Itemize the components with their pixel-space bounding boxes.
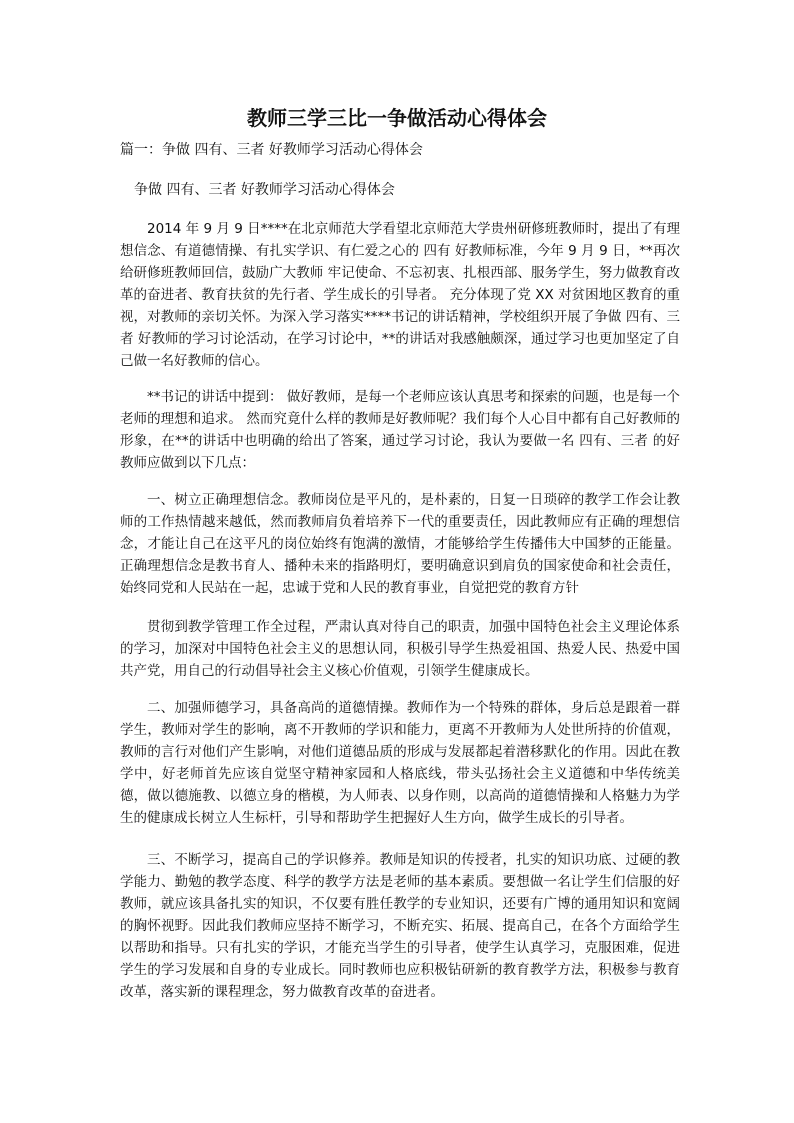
- paragraph-point-two: 二、加强师德学习，具备高尚的道德情操。教师作为一个特殊的群体，身后总是跟着一群学生，教师对学生的影响，离不开教师的学识和能力，更离不开教师为人处世所持的价值观，教师的言行对他们产生影响，对他们道德品质的形成与发展都起着潜移默化的作用。因此在教学中，好老师首先应该自觉坚守精神家园和人格底线，带头弘扬社会主义道德和中华传统美德，做以德施教、以德立身的楷模，为人师表、以身作则，以高尚的道德情操和人格魅力为学生的健康成长树立人生标杆，引导和帮助学生把握好人生方向，做学生成长的引导者。: [120, 700, 680, 826]
- paragraph-point-three: 三、不断学习，提高自己的学识修养。教师是知识的传授者，扎实的知识功底、过硬的教学能力、勤勉的教学态度、科学的教学方法是老师的基本素质。要想做一名让学生们信服的好教师，就应该具备扎实的知识，不仅要有胜任教学的专业知识，还要有广博的通用知识和宽阔的胸怀视野。因此我们教师应坚持不断学习，不断充实、拓展、提高自己，在各个方面给学生以帮助和指导。只有扎实的学识，才能充当学生的引导者，使学生认真学习，克服困难，促进学生的学习发展和自身的专业成长。同时教师也应积极钻研新的教育教学方法，积极参与教育改革，落实新的课程理念，努力做教育改革的奋进者。: [120, 852, 680, 1000]
- paragraph-point-one: 一、树立正确理想信念。教师岗位是平凡的，是朴素的，日复一日琐碎的教学工作会让教师的工作热情越来越低，然而教师肩负着培养下一代的重要责任，因此教师应有正确的理想信念，才能让自己在这平凡的岗位始终有饱满的激情，才能够给学生传播伟大中国梦的正能量。正确理想信念是教书育人、播种未来的指路明灯，要明确意识到肩负的国家使命和社会责任，始终同党和人民站在一起，忠诚于党和人民的教育事业，自觉把党的教育方针: [120, 492, 680, 596]
- paragraph-intro: 2014 年 9 月 9 日****在北京师范大学看望北京师范大学贵州研修班教师时，提出了有理想信念、有道德情操、有扎实学识、有仁爱之心的 四有 好教师标准，今年 9 月 9 日，**再次给研修班教师回信，鼓励广大教师 牢记使命、不忘初衷、扎根西部、服务学生，努力做教育改革的奋进者、教育扶贫的先行者、学生成长的引导者。 充分体现了党 XX 对贫困地区教育的重视，对教师的亲切关怀。为深入学习落实****书记的讲话精神，学校组织开展了争做 四有、三者 好教师的学习讨论活动，在学习讨论中，**的讲话对我感触颇深，通过学习也更加坚定了自己做一名好教师的信心。: [120, 221, 680, 369]
- paragraph-point-one-continued: 贯彻到教学管理工作全过程，严肃认真对待自己的职责，加强中国特色社会主义理论体系的学习，加深对中国特色社会主义的思想认同，积极引导学生热爱祖国、热爱人民、热爱中国共产党，用自己的行动倡导社会主义核心价值观，引领学生健康成长。: [120, 619, 680, 679]
- section-heading: 争做 四有、三者 好教师学习活动心得体会: [134, 182, 395, 198]
- paragraph-speech-quote: **书记的讲话中提到： 做好教师，是每一个老师应该认真思考和探索的问题，也是每一个老师的理想和追求。 然而究竟什么样的教师是好教师呢？我们每个人心目中都有自己好教师的形象，在**的讲话中也明确的给出了答案，通过学习讨论，我认为要做一名 四有、三者 的好教师应做到以下几点：: [120, 389, 680, 471]
- document-title: 教师三学三比一争做活动心得体会: [247, 106, 547, 130]
- document-subtitle: 篇一：争做 四有、三者 好教师学习活动心得体会: [120, 142, 423, 158]
